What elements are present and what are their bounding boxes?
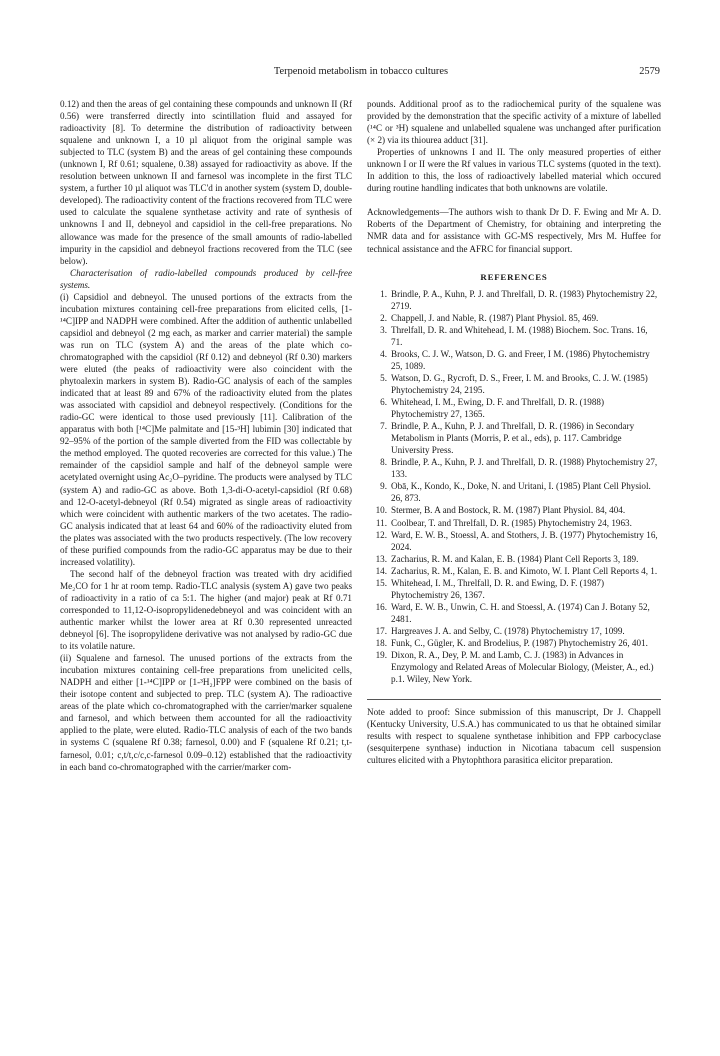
reference-text: Hargreaves J. A. and Selby, C. (1978) Phytochemistry 17, 1099. bbox=[391, 625, 625, 636]
reference-item bbox=[367, 517, 661, 529]
reference-number: 1. bbox=[380, 288, 387, 299]
reference-item bbox=[367, 601, 661, 625]
section-heading-characterisation: Characterisation of radio-labelled compounds produced by cell-free systems. bbox=[60, 267, 352, 290]
reference-item bbox=[367, 637, 661, 649]
page-number: 2579 bbox=[639, 66, 660, 77]
reference-number: 8. bbox=[380, 457, 387, 468]
reference-item bbox=[367, 565, 661, 577]
reference-number: 2. bbox=[380, 312, 387, 323]
reference-text: Zacharius, R. M. and Kalan, E. B. (1984) Plant Cell Reports 3, 189. bbox=[391, 553, 639, 564]
reference-list bbox=[367, 288, 661, 686]
paragraph-methods-continued: 0.12) and then the areas of gel containing these compounds and unknown II (Rf 0.56) were transferred directly into scintillation fluid and assayed for radioactivity [8]. To determine the distribution of radioactivity between squalene and unknown I, a 10 µl aliquot from the original sample was subjected to TLC (system B) and the areas of gel containing these compounds (unknown I, Rf 0.61; squalene, 0.38) assayed for radioactivity as above. If the resolution between unknown II and farnesol was incomplete in the first TLC system, a further 10 µl aliquot was TLC'd in another system (system D, double-developed). The radioactivity content of the fractions recovered from TLC were used to calculate the squalene synthetase activity and rate of synthesis of unknowns I and II, debneyol and capsidiol in the cell-free preparations. No allowance was made for the presence of the small amounts of radio-labelled impurity in the capsidiol and debneyol fractions recovered from the TLC (see below). bbox=[60, 99, 352, 266]
reference-item bbox=[367, 504, 661, 516]
reference-number: 16. bbox=[375, 601, 387, 612]
reference-text: Threlfall, D. R. and Whitehead, I. M. (1988) Biochem. Soc. Trans. 16, 71. bbox=[391, 324, 648, 347]
reference-item bbox=[367, 553, 661, 565]
reference-text: Zacharius, R. M., Kalan, E. B. and Kimoto, W. I. Plant Cell Reports 4, 1. bbox=[391, 565, 658, 576]
reference-item bbox=[367, 456, 661, 480]
reference-text: Brooks, C. J. W., Watson, D. G. and Freer, I M. (1986) Phytochemistry 25, 1089. bbox=[391, 348, 650, 371]
references-heading: REFERENCES bbox=[480, 271, 548, 282]
reference-number: 13. bbox=[375, 553, 387, 564]
reference-text: Stermer, B. A and Bostock, R. M. (1987) Plant Physiol. 84, 404. bbox=[391, 505, 626, 516]
reference-number: 10. bbox=[375, 505, 387, 516]
acknowledgements: Acknowledgements—The authors wish to thank Dr D. F. Ewing and Mr A. D. Roberts of the Department of Chemistry, for obtaining and interpreting the NMR data and for assistance with GC-MS respectively, Mrs M. Huffee for technical assistance and the AFRC for financial support. bbox=[367, 207, 661, 254]
running-head bbox=[62, 66, 660, 80]
running-title: Terpenoid metabolism in tobacco cultures bbox=[273, 66, 449, 77]
reference-item bbox=[367, 480, 661, 504]
reference-text: Watson, D. G., Rycroft, D. S., Freer, I. M. and Brooks, C. J. W. (1985) Phytochemistry 24, 2195. bbox=[391, 372, 648, 395]
reference-item bbox=[367, 625, 661, 637]
reference-number: 6. bbox=[380, 397, 387, 408]
reference-number: 9. bbox=[380, 481, 387, 492]
paragraph-squalene-farnesol: (ii) Squalene and farnesol. The unused portions of the extracts from the incubation mixtures containing cell-free preparations from unelicited cells, NADPH and either [1-¹⁴C]IPP or [1-³H₂]FPP were combined on the basis of their isotope content and subjected to prep. TLC (system A). The radioactive areas of the plate which co-chromatographed with the carrier/marker squalene and farnesol, and which between them accounted for all the radioactivity applied to the plate, were eluted. Radio-TLC analysis of each of the two bands in systems C (squalene Rf 0.38; farnesol, 0.00) and F (squalene Rf 0.21; t,t-farnesol, 0.01; c,t/t,c/c,c-farnesol 0.09–0.12) established that the radioactivity in each band co-chromatographed with the carrier/marker com- bbox=[60, 653, 352, 772]
paragraph-capsidiol-debneyol: (i) Capsidiol and debneyol. The unused portions of the extracts from the incubation mixtures containing cell-free preparations from elicited cells, [1-¹⁴C]IPP and NADPH were combined. After the addition of authentic unlabelled capsidiol and debneyol (2 mg each, as marker and carrier material) the sample was run on TLC (system A) and the areas of the plate which co-chromatographed with the capsidiol (Rf 0.12) and debneyol (Rf 0.30) markers were eluted (the peaks of radioactivity were also coincident with the phytoalexin markers in system B). Radio-GC analysis of each of the samples indicated that at least 89 and 67% of the radioactivity eluted from the plates was associated with capsidiol and debneyol respectively. (Conditions for the radio-GC were identical to those used previously [11]. Calibration of the apparatus with both [¹⁴C]Me palmitate and [15-³H] lubimin [30] indicated that 92–95% of the portion of the sample diverted from the FID was collectable by the method employed. The quoted recoveries are corrected for this value.) The remainder of the capsidiol sample and half of the debneyol sample were acetylated overnight using Ac₂O–pyridine. The products were analysed by TLC (system A) and radio-GC as above. Both 1,3-di-O-acetyl-capsidiol (Rf 0.68) and 12-O-acetyl-debneyol (Rf 0.54) migrated as single areas of radioactivity which were coincident with authentic markers of the two acetates. The radio-GC analysis indicated that at least 64 and 60% of the radioactivity eluted from the plates was associated with the two products respectively. (The low recovery of these purified compounds from the radio-GC apparatus may be due to their increased volatility). bbox=[60, 291, 352, 567]
reference-item bbox=[367, 529, 661, 553]
reference-item bbox=[367, 420, 661, 456]
paragraph-debneyol-acetone: The second half of the debneyol fraction was treated with dry acidified Me₂CO for 1 hr at room temp. Radio-TLC analysis (system A) gave two peaks of radioactivity in a ratio of ca 5:1. The higher (and major) peak at Rf 0.71 corresponded to 11,12-O-isopropylidenedebneyol and was coincident with an authentic marker whilst the lower area at Rf 0.30 represented unreacted debneyol [6]. The isopropylidene derivative was not analysed by radio-GC due to its volatile nature. bbox=[60, 568, 352, 652]
reference-text: Whitehead, I. M., Threlfall, D. R. and Ewing, D. F. (1987) Phytochemistry 26, 1367. bbox=[391, 577, 604, 600]
reference-item bbox=[367, 312, 661, 324]
reference-number: 19. bbox=[375, 650, 387, 661]
reference-number: 15. bbox=[375, 577, 387, 588]
reference-text: Dixon, R. A., Dey, P. M. and Lamb, C. J. (1983) in Advances in Enzymology and Related Areas of Molecular Biology, (Meister, A., ed.) p.1. Wiley, New York. bbox=[391, 650, 654, 685]
reference-number: 17. bbox=[375, 625, 387, 636]
reference-text: Funk, C., Gügler, K. and Brodelius, P. (1987) Phytochemistry 26, 401. bbox=[391, 637, 648, 648]
reference-text: Brindle, P. A., Kuhn, P. J. and Threlfall, D. R. (1983) Phytochemistry 22, 2719. bbox=[391, 288, 658, 311]
right-column bbox=[367, 98, 661, 766]
reference-text: Coolbear, T. and Threlfall, D. R. (1985) Phytochemistry 24, 1963. bbox=[391, 517, 632, 528]
reference-text: Ward, E. W. B., Unwin, C. H. and Stoessl, A. (1974) Can J. Botany 52, 2481. bbox=[391, 601, 650, 624]
reference-number: 18. bbox=[375, 637, 387, 648]
reference-text: Brindle, P. A., Kuhn, P. J. and Threlfall, D. R. (1988) Phytochemistry 27, 133. bbox=[391, 457, 658, 480]
reference-text: Brindle, P. A., Kuhn, P. J. and Threlfall, D. R. (1986) in Secondary Metabolism in Plants (Morris, P. et al., eds), p. 117. Cambridge University Press. bbox=[391, 421, 635, 456]
reference-text: Obā, K., Kondo, K., Doke, N. and Uritani, I. (1985) Plant Cell Physiol. 26, 873. bbox=[391, 481, 651, 504]
reference-number: 4. bbox=[380, 348, 387, 359]
reference-item bbox=[367, 396, 661, 420]
reference-text: Chappell, J. and Nable, R. (1987) Plant Physiol. 85, 469. bbox=[391, 312, 599, 323]
reference-item bbox=[367, 288, 661, 312]
paragraph-unknowns-properties: Properties of unknowns I and II. The only measured properties of either unknown I or II were the Rf values in various TLC systems (quoted in the text). In addition to this, the loss of radioactively labelled material which occured during routine handling indicates that both unknowns are volatile. bbox=[367, 147, 661, 194]
reference-number: 7. bbox=[380, 421, 387, 432]
reference-item bbox=[367, 324, 661, 348]
reference-item bbox=[367, 649, 661, 685]
reference-item bbox=[367, 348, 661, 372]
reference-text: Whitehead, I. M., Ewing, D. F. and Threlfall, D. R. (1988) Phytochemistry 27, 1365. bbox=[391, 397, 604, 420]
reference-number: 12. bbox=[375, 529, 387, 540]
reference-number: 14. bbox=[375, 565, 387, 576]
reference-number: 11. bbox=[375, 517, 387, 528]
reference-text: Ward, E. W. B., Stoessl, A. and Stothers, J. B. (1977) Phytochemistry 16, 2024. bbox=[391, 529, 658, 552]
left-column bbox=[60, 98, 352, 773]
reference-number: 3. bbox=[380, 324, 387, 335]
paragraph-squalene-proof: pounds. Additional proof as to the radiochemical purity of the squalene was provided by the demonstration that the specific activity of a mixture of labelled (¹⁴C or ³H) squalene and unlabelled squalene was unchanged after purification (× 2) via its thiourea adduct [31]. bbox=[367, 99, 661, 146]
note-added-to-proof: Note added to proof: Since submission of this manuscript, Dr J. Chappell (Kentucky University, U.S.A.) has communicated to us that he obtained similar results with respect to squalene synthetase inhibition and FPP carbocyclase (sesquiterpene synthase) induction in Nicotiana tabacum cell suspension cultures elicited with a Phytophthora parasitica elicitor preparation. bbox=[367, 699, 661, 766]
reference-item bbox=[367, 577, 661, 601]
reference-item bbox=[367, 372, 661, 396]
reference-number: 5. bbox=[380, 372, 387, 383]
